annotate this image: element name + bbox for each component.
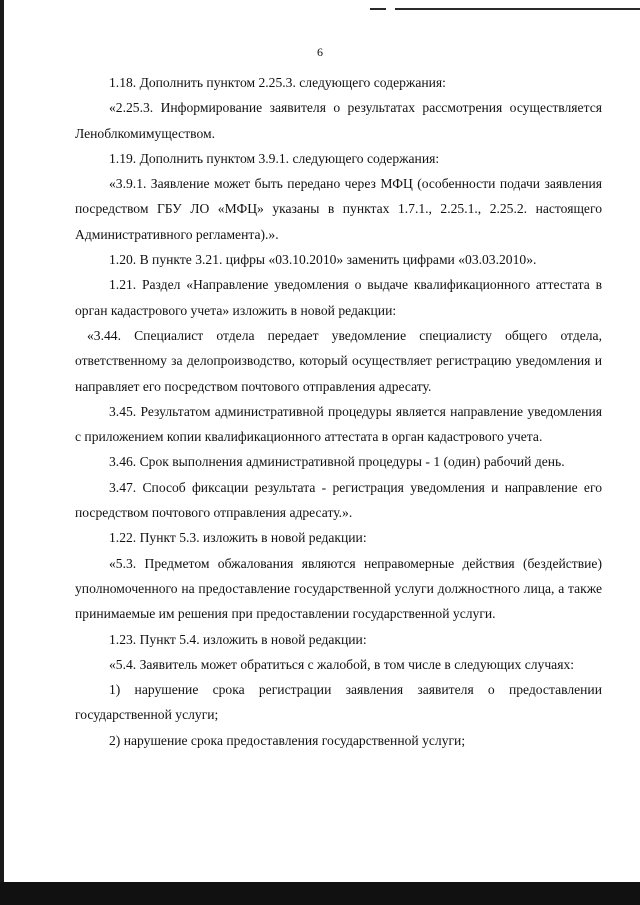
- paragraph: «3.44. Специалист отдела передает уведомление специалисту общего отдела, ответственному за делопроизводство, который осуществляет регистрацию уведомления и направляет его посредством почтового отправления адресату.: [75, 327, 602, 394]
- document-body: [75, 70, 602, 753]
- scan-top-dash: [370, 8, 386, 10]
- paragraph: 3.46. Срок выполнения административной процедуры - 1 (один) рабочий день.: [109, 454, 565, 470]
- paragraph: «3.9.1. Заявление может быть передано через МФЦ (особенности подачи заявления посредством ГБУ ЛО «МФЦ» указаны в пунктах 1.7.1., 2.25.1., 2.25.2. настоящего Административного регламента).».: [75, 176, 602, 242]
- paragraph: 1.20. В пункте 3.21. цифры «03.10.2010» заменить цифрами «03.03.2010».: [109, 252, 537, 268]
- paragraph: «5.4. Заявитель может обратиться с жалобой, в том числе в следующих случаях:: [109, 656, 575, 672]
- paragraph: 2) нарушение срока предоставления государственной услуги;: [109, 732, 466, 748]
- paragraph: 3.47. Способ фиксации результата - регистрация уведомления и направление его посредством почтового отправления адресату.».: [75, 479, 602, 521]
- paragraph: 1.22. Пункт 5.3. изложить в новой редакции:: [109, 530, 367, 546]
- paragraph: 1.23. Пункт 5.4. изложить в новой редакции:: [109, 631, 367, 647]
- paragraph: «5.3. Предметом обжалования являются неправомерные действия (бездействие) уполномоченного на предоставление государственной услуги должностного лица, а также принимаемые им решения при предоставлении государственной услуги.: [75, 555, 602, 622]
- paragraph: «2.25.3. Информирование заявителя о результатах рассмотрения осуществляется Леноблкомимуществом.: [75, 100, 602, 141]
- page-number: 6: [317, 45, 323, 59]
- scan-left-edge: [0, 0, 4, 905]
- paragraph: 1.18. Дополнить пунктом 2.25.3. следующего содержания:: [109, 75, 446, 90]
- scan-top-line: [395, 8, 640, 10]
- scan-bottom-edge: [0, 882, 640, 905]
- paragraph: 1) нарушение срока регистрации заявления заявителя о предоставлении государственной услуги;: [75, 682, 602, 723]
- paragraph: 1.21. Раздел «Направление уведомления о выдаче квалификационного аттестата в орган кадастрового учета» изложить в новой редакции:: [75, 277, 602, 318]
- paragraph: 1.19. Дополнить пунктом 3.9.1. следующего содержания:: [109, 150, 440, 166]
- paragraph: 3.45. Результатом административной процедуры является направление уведомления с приложением копии квалификационного аттестата в орган кадастрового учета.: [75, 403, 602, 445]
